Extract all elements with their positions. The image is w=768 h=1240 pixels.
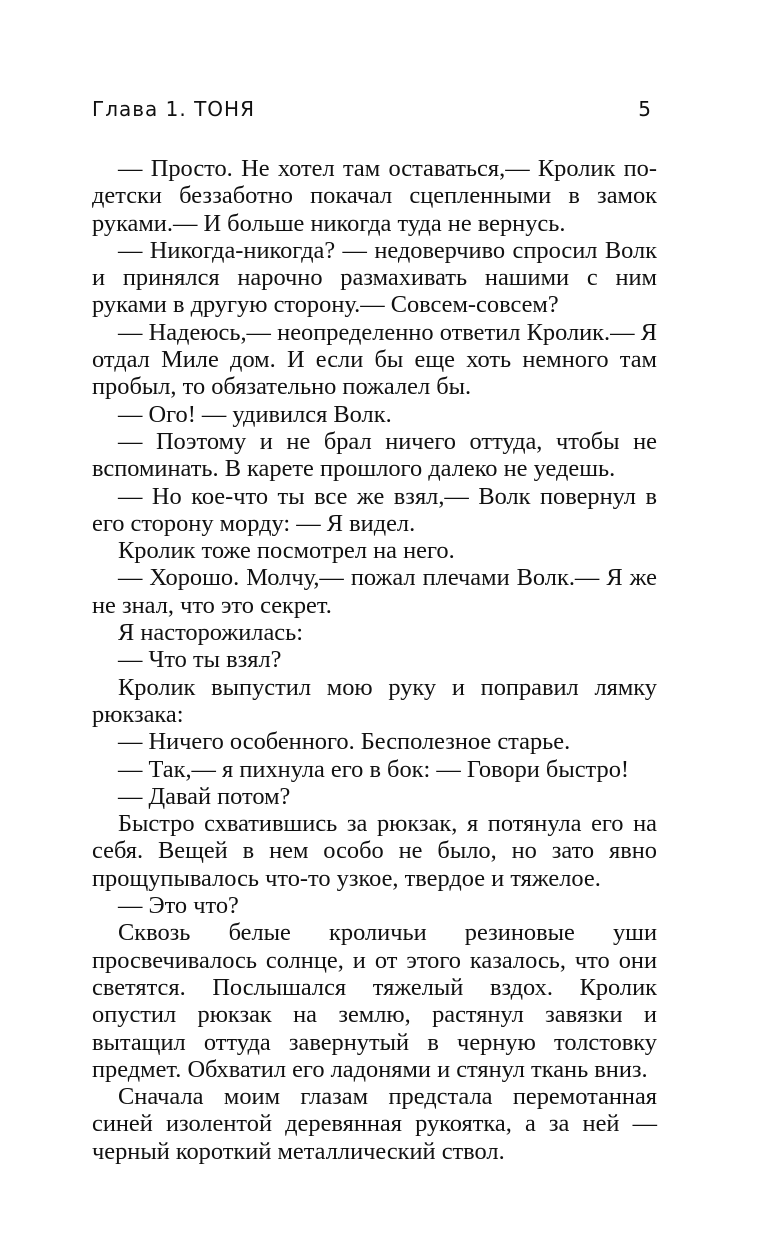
paragraph: — Хорошо. Молчу,— пожал плечами Волк.— Я же не знал, что это секрет.	[92, 564, 657, 619]
paragraph: Кролик выпустил мою руку и поправил лямку рюкзака:	[92, 673, 657, 728]
body-text	[92, 155, 657, 1165]
paragraph: — Что ты взял?	[118, 646, 282, 674]
paragraph: Быстро схватившись за рюкзак, я потянула его на себя. Вещей в нем особо не было, но зато явно прощупывалось что-то узкое, твердое и тяжелое.	[92, 810, 657, 892]
paragraph: — Так,— я пихнула его в бок: — Говори быстро!	[118, 755, 630, 783]
running-head	[92, 97, 652, 127]
paragraph: — Давай потом?	[118, 782, 291, 810]
paragraph: — Это что?	[118, 892, 239, 920]
paragraph: — Ого! — удивился Волк.	[118, 400, 392, 428]
page-number: 5	[638, 97, 652, 121]
paragraph: Сначала моим глазам предстала перемотанная синей изолентой деревянная рукоятка, а за ней — черный короткий металлический ствол.	[92, 1083, 657, 1165]
paragraph: — Но кое-что ты все же взял,— Волк повернул в его сторону морду: — Я видел.	[92, 482, 657, 537]
paragraph: Сквозь белые кроличьи резиновые уши просвечивалось солнце, и от этого казалось, что они светятся. Послышался тяжелый вздох. Кролик опустил рюкзак на землю, растянул завязки и вытащил оттуда завернутый в черную толстовку предмет. Обхватил его ладонями и стянул ткань вниз.	[92, 919, 657, 1083]
paragraph: — Надеюсь,— неопределенно ответил Кролик.— Я отдал Миле дом. И если бы еще хоть немного там пробыл, то обязательно пожалел бы.	[92, 318, 657, 401]
paragraph: — Просто. Не хотел там оставаться,— Кролик подетски беззаботно покачал сцепленными в замок руками.— И больше никогда туда не вернусь.	[92, 155, 657, 237]
paragraph: Кролик тоже посмотрел на него.	[118, 537, 455, 565]
paragraph: — Поэтому и не брал ничего оттуда, чтобы не вспоминать. В карете прошлого далеко не уедешь.	[92, 427, 657, 483]
paragraph: — Ничего особенного. Бесполезное старье.	[118, 728, 571, 756]
paragraph: — Никогда-никогда? — недоверчиво спросил Волк и принялся нарочно размахивать нашими с ним руками в другую сторону.— Совсем-совсем?	[92, 236, 657, 319]
chapter-title: Глава 1. ТОНЯ	[92, 97, 255, 121]
paragraph: Я насторожилась:	[118, 619, 304, 647]
